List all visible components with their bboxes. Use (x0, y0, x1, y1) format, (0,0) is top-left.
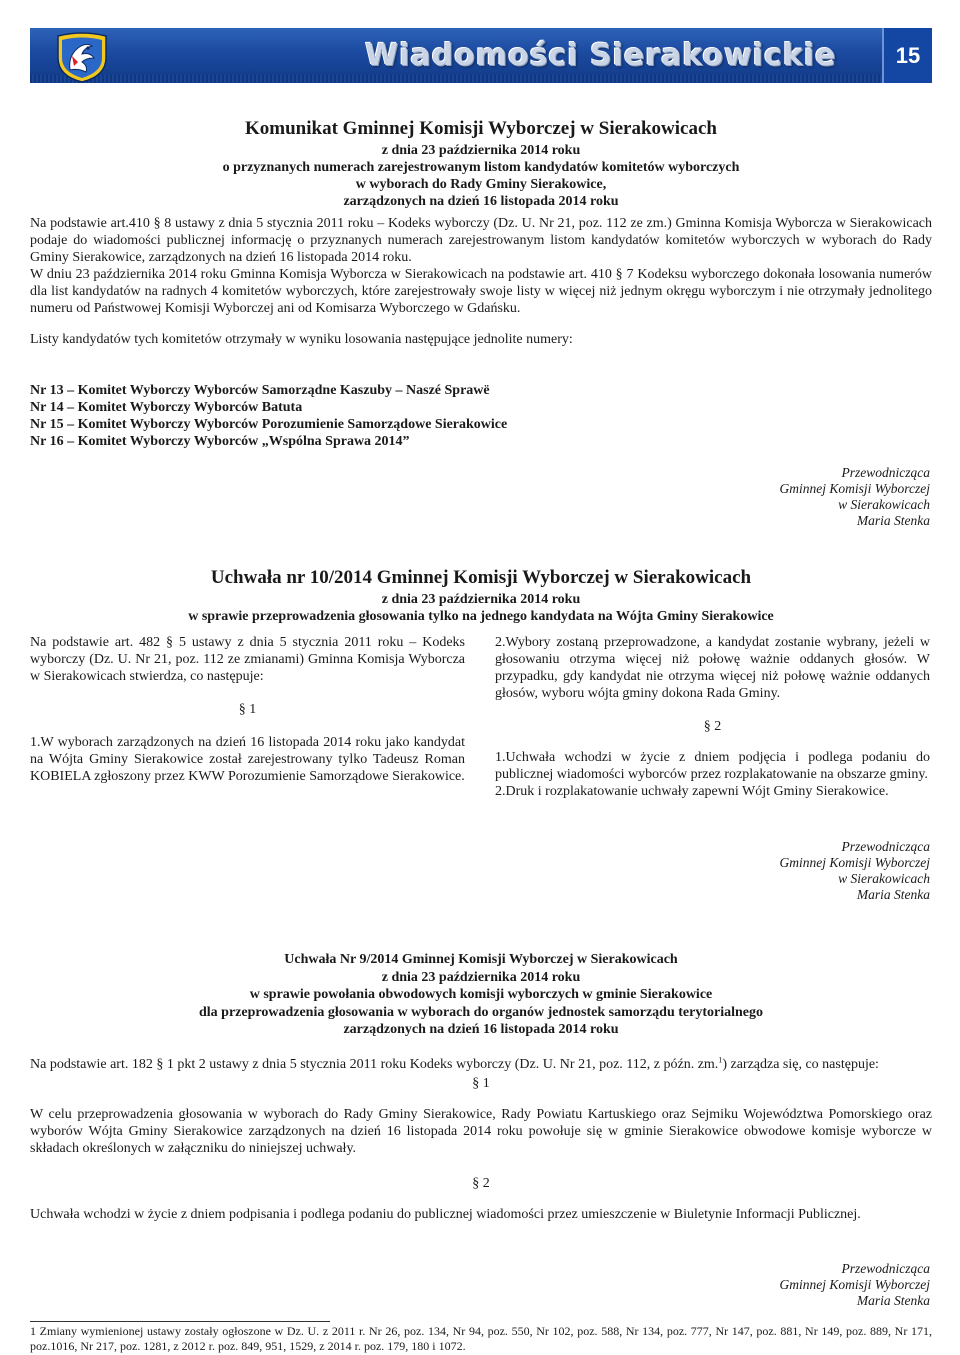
intro-paragraph: Na podstawie art. 482 § 5 ustawy z dnia 5 stycznia 2011 roku – Kodeks wyborczy (Dz. U. Nr 21, poz. 112 ze zmianami) Gminna Komisja Wyborcza w Sierakowicach stwierdza, co następuje: (30, 635, 465, 684)
signature-line: w Sierakowicach (838, 497, 930, 512)
announcement-body (30, 215, 932, 348)
signature-line: Przewodnicząca (841, 1261, 930, 1276)
resolution-9-title: Uchwała Nr 9/2014 Gminnej Komisji Wyborczej w Sierakowicach (284, 952, 678, 967)
resolution-10-right-column (495, 634, 930, 800)
banner-stripe (30, 75, 932, 83)
signature-line: Przewodnicząca (841, 839, 930, 854)
footnote-marker: 1 (718, 1055, 723, 1065)
committee-item: Nr 16 – Komitet Wyborczy Wyborców „Wspólna Sprawa 2014” (30, 434, 410, 449)
signature-block (530, 839, 930, 903)
point-paragraph: 1.Uchwała wchodzi w życie z dniem podjęcia i podlega podaniu do publicznej wiadomości wyborców przez rozplakatowanie na obszarze gminy. (495, 750, 930, 782)
signature-line: Gminnej Komisji Wyborczej (779, 481, 930, 496)
intro-text-end: ) zarządza się, co następuje: (722, 1057, 879, 1072)
point-paragraph: 2.Druk i rozplakatowanie uchwały zapewni Wójt Gminy Sierakowice. (495, 784, 889, 799)
footnote-divider (30, 1321, 330, 1322)
resolution-10-left-column (30, 634, 465, 785)
subtitle-line: z dnia 23 października 2014 roku (381, 143, 581, 158)
paragraph: Na podstawie art.410 § 8 ustawy z dnia 5 stycznia 2011 roku – Kodeks wyborczy (Dz. U. Nr 21, poz. 112 ze zm.) Gminna Komisja Wyborcza w Sierakowicach podaje do wiadomości publicznej informację o przyznanych numerach zarejestrowanym listom kandydatów komitetów wyborczych w wyborach do Rady Gminy Sierakowice, zarządzonych na dzień 16 listopada 2014 roku. (30, 216, 932, 265)
sierakowice-coat-of-arms-icon (48, 32, 116, 84)
signature-block (530, 465, 930, 529)
subtitle-line: z dnia 23 października 2014 roku (381, 592, 581, 607)
resolution-9-body (30, 1056, 932, 1223)
signature-block (530, 1261, 930, 1309)
subtitle-line: z dnia 23 października 2014 roku (381, 969, 581, 985)
signature-line: Maria Stenka (856, 1293, 930, 1308)
committee-item: Nr 14 – Komitet Wyborczy Wyborców Batuta (30, 400, 303, 415)
committee-item: Nr 13 – Komitet Wyborczy Wyborców Samorządne Kaszuby – Naszé Sprawë (30, 383, 490, 398)
intro-paragraph (30, 1056, 932, 1073)
paragraph: W dniu 23 października 2014 roku Gminna Komisja Wyborcza w Sierakowicach na podstawie art. 410 § 7 Kodeksu wyborczego dokonała losowania numerów dla list kandydatów na radnych 4 komitetów wyborczych, które zarejestrowały swoje listy w więcej niż jednym okręgu wyborczym i nie otrzymały jednolitego numeru od Państwowej Komisji Wyborczej ani od Komisarza Wyborczego w Gdańsku. (30, 267, 932, 316)
resolution-9-header (30, 951, 932, 1039)
intro-text: Na podstawie art. 182 § 1 pkt 2 ustawy z dnia 5 stycznia 2011 roku Kodeks wyborczy (Dz. U. Nr 21, poz. 112, z późn. zm. (30, 1057, 719, 1072)
subtitle-line: w wyborach do Rady Gminy Sierakowice, (355, 177, 607, 192)
committee-list (30, 382, 932, 450)
page-number: 15 (882, 28, 932, 83)
section-marker: § 2 (703, 719, 722, 734)
signature-line: w Sierakowicach (838, 871, 930, 886)
masthead-title: Wiadomości Sierakowickie (365, 38, 837, 73)
point-paragraph: 2.Wybory zostaną przeprowadzone, a kandydat zostanie wybrany, jeżeli w głosowaniu otrzyma więcej niż połowę ważnie oddanych głosów. W przypadku, gdy kandydat nie otrzyma więcej niż połowę ważnie oddanych głosów, wyboru wójta gminy dokona Rada Gminy. (495, 635, 930, 701)
subtitle-line: w sprawie powołania obwodowych komisji wyborczych w gminie Sierakowice (249, 987, 713, 1002)
subtitle-line: dla przeprowadzenia głosowania w wyborach do organów jednostek samorządu terytorialnego (198, 1004, 763, 1020)
subtitle-line: zarządzonych na dzień 16 listopada 2014 roku (343, 194, 619, 209)
signature-line: Maria Stenka (856, 513, 930, 528)
announcement-title: Komunikat Gminnej Komisji Wyborczej w Sierakowicach (245, 118, 717, 139)
subtitle-line: w sprawie przeprowadzenia głosowania tylko na jednego kandydata na Wójta Gminy Sierakowice (188, 609, 774, 624)
section-marker: § 1 (472, 1076, 490, 1091)
paragraph: Listy kandydatów tych komitetów otrzymały w wyniku losowania następujące jednolite numery: (30, 332, 573, 347)
resolution-10-subtitle (30, 591, 932, 625)
footnote: 1 Zmiany wymienionej ustawy zostały ogłoszone w Dz. U. z 2011 r. Nr 26, poz. 134, Nr 94, poz. 550, Nr 102, poz. 588, Nr 134, poz. 777, Nr 147, poz. 881, Nr 149, poz. 889, Nr 171, poz.1016, Nr 217, poz. 1281, z 2012 r. poz. 849, 951, 1529, z 2014 r. poz. 179, 180 i 1072. (30, 1324, 932, 1353)
point-paragraph: 1.W wyborach zarządzonych na dzień 16 listopada 2014 roku jako kandydat na Wójta Gminy Sierakowice został zarejestrowany tylko Tadeusz Roman KOBIELA zgłoszony przez KWW Porozumienie Samorządowe Sierakowice. (30, 735, 465, 784)
subtitle-line: o przyznanych numerach zarejestrowanym listom kandydatów komitetów wyborczych (222, 160, 740, 175)
subtitle-line: zarządzonych na dzień 16 listopada 2014 roku (343, 1022, 619, 1037)
resolution-10-title: Uchwała nr 10/2014 Gminnej Komisji Wyborczej w Sierakowicach (210, 567, 752, 588)
body-paragraph: W celu przeprowadzenia głosowania w wyborach do Rady Gminy Sierakowice, Rady Powiatu Kartuskiego oraz Sejmiku Województwa Pomorskiego oraz wyborów Wójta Gminy Sierakowice zarządzonych na dzień 16 listopada 2014 roku powołuje się w gminie Sierakowice obwodowe komisje wyborcze w składach określonych w załączniku do niniejszej uchwały. (30, 1107, 932, 1156)
signature-line: Gminnej Komisji Wyborczej (779, 855, 930, 870)
signature-line: Gminnej Komisji Wyborczej (779, 1277, 930, 1292)
announcement-subtitle (30, 142, 932, 210)
committee-item: Nr 15 – Komitet Wyborczy Wyborców Porozumienie Samorządowe Sierakowice (30, 417, 508, 432)
body-paragraph: Uchwała wchodzi w życie z dniem podpisania i podlega podaniu do publicznej wiadomości przez umieszczenie w Biuletynie Informacji Publicznej. (30, 1207, 861, 1222)
section-marker: § 2 (472, 1176, 490, 1191)
masthead-banner (30, 28, 932, 83)
section-marker: § 1 (238, 702, 257, 717)
signature-line: Maria Stenka (856, 887, 930, 902)
signature-line: Przewodnicząca (841, 465, 930, 480)
